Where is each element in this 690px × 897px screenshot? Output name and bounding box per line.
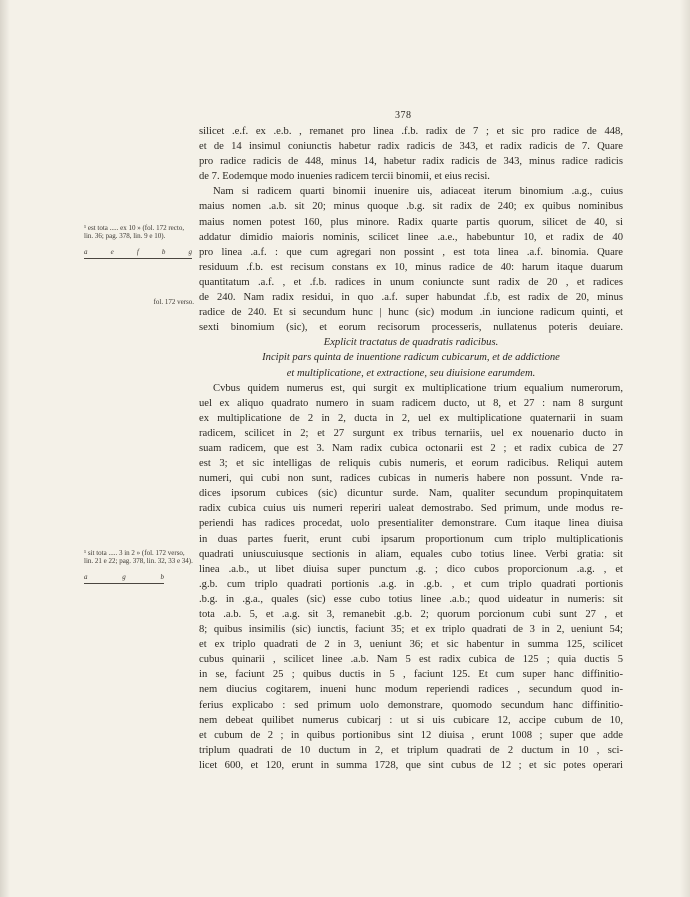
body-line: numeri, qui cubi non sunt, radices cubicas in numeris habere non possunt. Vnde ra- — [199, 473, 623, 485]
body-line: residuum .f.b. est recisum constans ex 10, minus radice de 40: harum itaque duarum — [199, 261, 623, 273]
diagram-letter: a — [84, 247, 88, 256]
body-line: pro radice radicis de 448, minus 14, habetur radix radicis de 343, minus radice radicis — [199, 156, 623, 168]
diagram-letter: b — [160, 572, 164, 581]
page-gutter-shadow — [0, 0, 10, 897]
body-line: radicem, scilicet in 2; et 27 surgunt ex tribus ternariis, uel ex nouenario ducto in — [199, 427, 623, 439]
margin-diagram-letters — [84, 573, 166, 581]
body-line: uel ex aliquo quadrato numero in suam radicem ducto, ut 8, et 27 : nam 8 surgunt — [199, 397, 623, 409]
body-line: ex multiplicatione de 2 in 2, ducta in 2, uel ex multiplicatione quaternarii in suam — [199, 412, 623, 424]
body-line: radix cubica cuius uis numeri reperiri ualeat demostrabo. Sed primum, unde modus re- — [199, 503, 623, 515]
body-line: sexti binomium (sic), et eorum recisorum processeris, nullatenus poteris deuiare. — [199, 322, 623, 334]
body-line: suam radicem, que est 3. Nam radix cubica octonarii est 2 ; et radix cubica de 27 — [199, 442, 623, 454]
body-line: pro linea .a.f. : que cum agregari non possint , est tota linea .a.f. binomia. Quare — [199, 246, 623, 258]
margin-diagram-line — [84, 258, 192, 259]
margin-note — [84, 224, 194, 259]
body-line: in se, faciunt 25 ; quibus ductis in 5 , faciunt 125. Et cum super hanc diffinitio- — [199, 669, 623, 681]
body-line: maius nomen .a.b. sit 20; minus quoque .b.g. sit radix de 240; ex quibus nominibus — [199, 201, 623, 213]
diagram-letter: f — [136, 247, 139, 256]
body-line: linea .a.b., ut libet diuisa super punctum .g. ; dico cubos proporcionum .a.g. , et — [199, 563, 623, 575]
body-text — [199, 124, 623, 773]
body-line: in duas partes fuerit, erunt cubi ipsarum proportionum cum triplo multiplicationis — [199, 533, 623, 545]
body-line: nem debeat quilibet numerus cubicarj : ut si uis cubicare 12, accipe cubum de 10, — [199, 714, 623, 726]
body-line: nem diucius cogitarem, inueni hunc modum reperiendi radices , secundum quod in- — [199, 684, 623, 696]
body-line: tota .a.b. 5, et .a.g. sit 3, remanebit .g.b. 2; quorum porcionum cubi sunt 27 , et — [199, 609, 623, 620]
diagram-letter: e — [110, 247, 114, 256]
body-line: triplum quadrati de 10 ductum in 2, et triplum quadrati de 2 ductum in 10 , sci- — [199, 744, 623, 756]
body-line: ferius explicabo : sed primum uolo demonstrare, quomodo secundum hanc diffinitio- — [199, 699, 623, 711]
body-line: est 3; et sic intelligas de reliquis cubis numeris, et eorum radicibus. Reliqui autem — [199, 458, 623, 470]
body-line: de 240. Nam radix residui, in quo .a.f. super habundat .f.b, est radix de 20, minus — [199, 292, 623, 304]
body-line: maius nomen potest 160, plus minore. Radix quarte partis quorum, silicet de 40, si — [199, 216, 623, 228]
body-line: Nam si radicem quarti binomii inuenire uis, adiaceat iterum binomium .a.g., cuius — [213, 186, 623, 198]
body-line: 8; quibus insimilis (sic) iunctis, faciunt 35; et ex triplo quadrati de 3 in 2, ueniunt 54; — [199, 624, 623, 636]
body-line: .g.b. cum triplo quadrati portionis .a.g. in .g.b. , et cum triplo quadrati portionis — [199, 578, 623, 590]
page-number: 378 — [395, 110, 412, 121]
body-line: silicet .e.f. ex .e.b. , remanet pro linea .f.b. radix de 7 ; et sic pro radice de 448, — [199, 126, 623, 137]
margin-note-text: ¹ est tota ..... ex 10 » (fol. 172 recto, lin. 36; pag. 378, lin. 9 e 10). — [84, 224, 185, 241]
body-line: et de 14 insimul coniunctis habetur radix radicis de 343, et radix radicis de 7. Quare — [199, 141, 623, 153]
body-line: periendi has radices procedat, uolo presentialiter demonstrare. Cum itaque linea diuisa — [199, 518, 623, 530]
margin-note — [84, 549, 194, 584]
diagram-letter: a — [84, 572, 88, 581]
margin-note-text: ¹ sit tota ..... 3 in 2 » (fol. 172 verso, lin. 21 e 22; pag. 378, lin. 32, 33 e 34). — [84, 549, 193, 566]
page-edge — [680, 0, 690, 897]
margin-diagram-line — [84, 583, 164, 584]
margin-note: fol. 172 verso. — [153, 298, 194, 306]
body-line: licet 600, et 120, erunt in summa 1728, que sint cubus de 12 ; et sic potes operari — [199, 759, 623, 771]
section-incipit-heading: Incipit pars quinta de inuentione radicum cubicarum, et de addictione — [262, 352, 560, 364]
body-line: addatur dimidio maioris nominis, scilicet linee .a.e., habebuntur 10, et radix de 40 — [199, 231, 623, 243]
body-line: quantitatum .a.f. , et .f.b. radices in unum coniuncte sunt radix de 20 , et radices — [199, 276, 623, 288]
body-line: .b.g. in .g.a., quales (sic) esse cubo totius linee .a.b.; quod uideatur in numeris: sit — [199, 593, 623, 605]
body-line: et ex triplo quadrati de 2 in 3, ueniunt 36; et sic habentur in summa 125, scilicet — [199, 639, 623, 651]
diagram-letter: g — [122, 572, 126, 581]
body-line: quadrati uniuscuiusque sectionis in aliam, equales cubo totius linee. Verbi gratia: sit — [199, 548, 623, 560]
section-incipit-heading: et multiplicatione, et extractione, seu diuisione earumdem. — [286, 367, 536, 379]
body-line: dices ipsorum cubices (sic) dicuntur surde. Nam, qualiter secundum propinquitatem — [199, 488, 623, 500]
body-line: et cubum de 2 ; in quibus portionibus sint 12 diuisa , erunt 1008 ; super que adde — [199, 729, 623, 741]
body-line: de 7. Eodemque modo inuenies radicem tercii binomii, et eius recisi. — [199, 171, 490, 183]
section-explicit-heading: Explicit tractatus de quadratis radicibus. — [323, 337, 499, 349]
diagram-letter: g — [188, 247, 192, 256]
body-line: radice de 240. Et si secundum hunc | hunc (sic) modum .in iuncione radicum quinti, et — [199, 307, 623, 319]
body-line: cubus quinarii , scilicet linee .a.b. Nam 5 est radix cubica de 125 ; quia ductis 5 — [199, 654, 623, 666]
diagram-letter: b — [161, 247, 166, 256]
margin-diagram-letters — [84, 248, 194, 256]
body-line: Cvbus quidem numerus est, qui surgit ex multiplicatione trium equalium numerorum, — [213, 382, 623, 394]
